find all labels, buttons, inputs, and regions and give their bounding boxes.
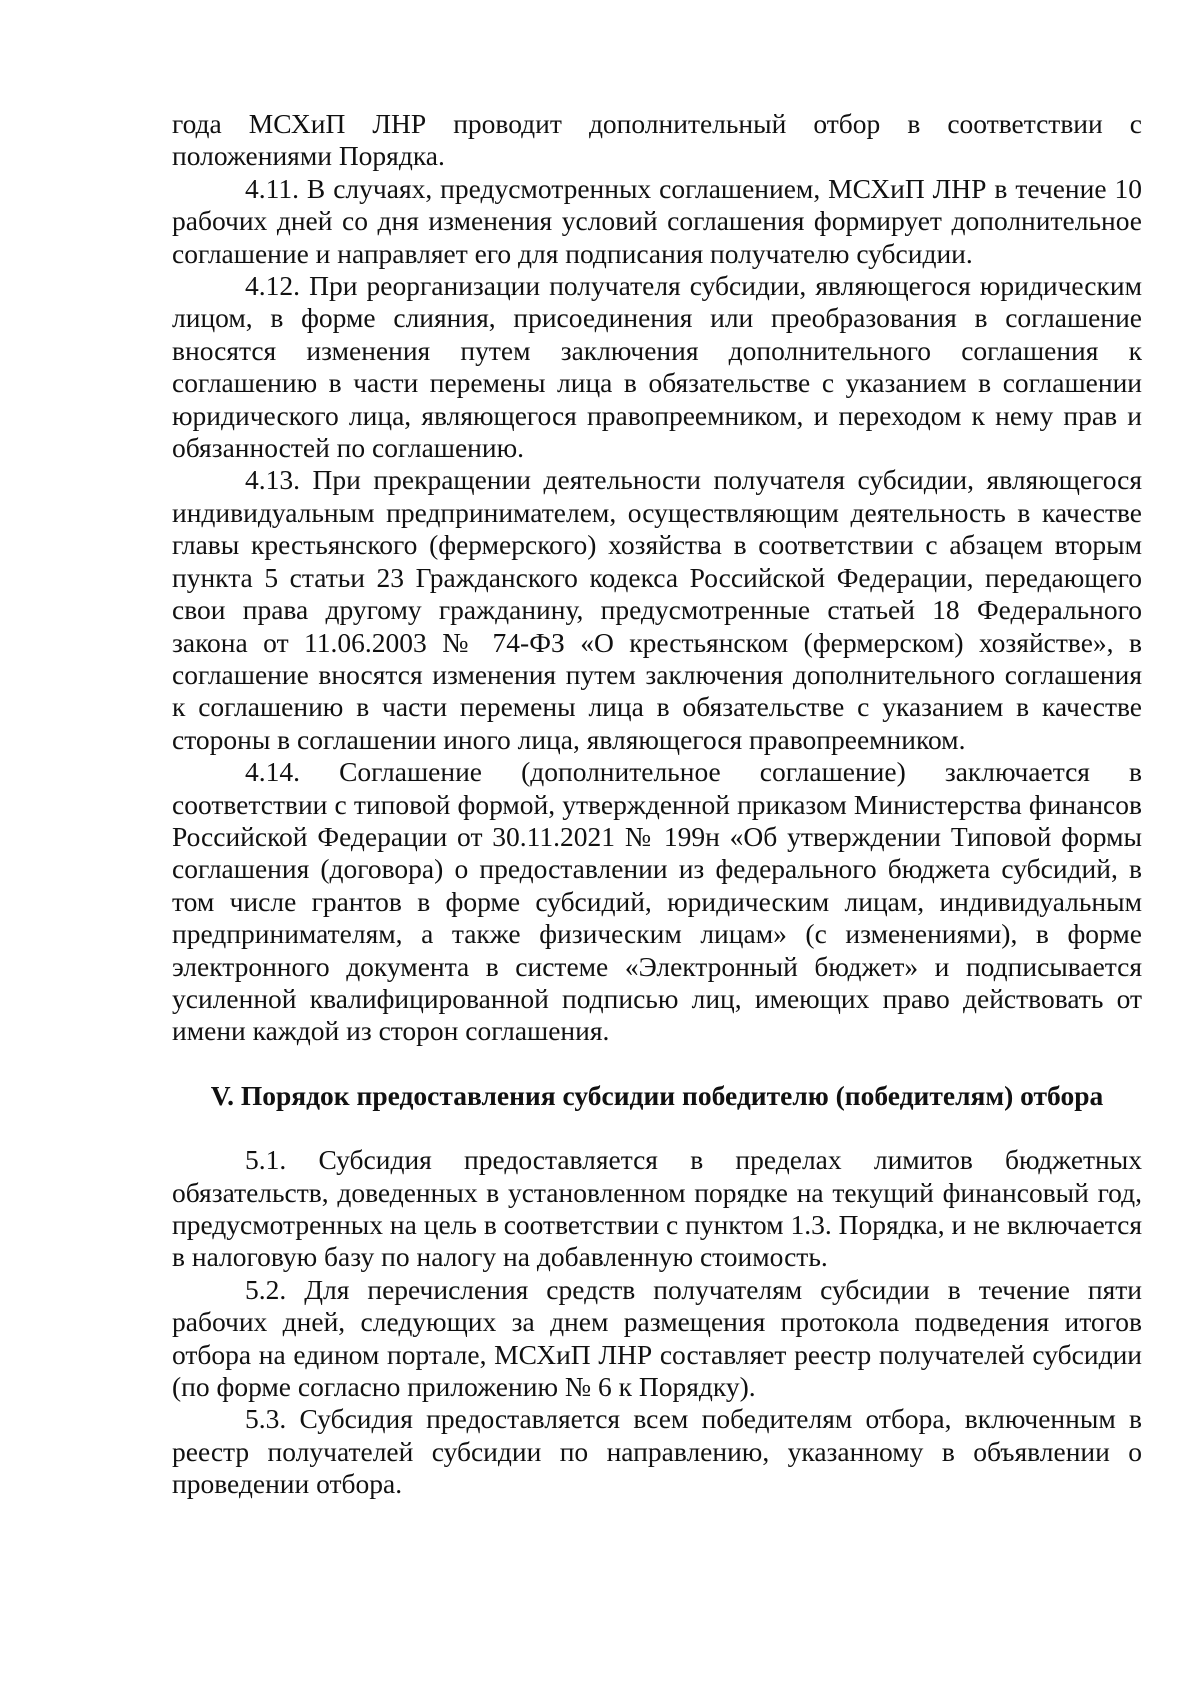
spacer xyxy=(172,1048,1142,1080)
paragraph-4-13: 4.13. При прекращении деятельности получателя субсидии, являющегося индивидуальным предпринимателем, осуществляющим деятельность в качестве главы крестьянского (фермерского) хозяйства в соответствии с абзацем вторым пункта 5 статьи 23 Гражданского кодекса Российской Федерации, передающего свои права другому гражданину, предусмотренные статьей 18 Федерального закона от 11.06.2003 № 74-ФЗ «О крестьянском (фермерском) хозяйстве», в соглашение вносятся изменения путем заключения дополнительного соглашения к соглашению в части перемены лица в обязательстве с указанием в качестве стороны в соглашении иного лица, являющегося правопреемником. xyxy=(172,464,1142,755)
paragraph-4-11: 4.11. В случаях, предусмотренных соглашением, МСХиП ЛНР в течение 10 рабочих дней со дня изменения условий соглашения формирует дополнительное соглашение и направляет его для подписания получателю субсидии. xyxy=(172,172,1142,269)
paragraph-continuation: года МСХиП ЛНР проводит дополнительный отбор в соответствии с положениями Порядка. xyxy=(172,108,1142,172)
paragraph-5-3: 5.3. Субсидия предоставляется всем победителям отбора, включенным в реестр получателей субсидии по направлению, указанному в объявлении о проведении отбора. xyxy=(172,1403,1142,1500)
paragraph-5-2: 5.2. Для перечисления средств получателям субсидии в течение пяти рабочих дней, следующих за днем размещения протокола подведения итогов отбора на едином портале, МСХиП ЛНР составляет реестр получателей субсидии (по форме согласно приложению № 6 к Порядку). xyxy=(172,1273,1142,1403)
document-page xyxy=(172,108,1142,1501)
paragraph-4-14: 4.14. Соглашение (дополнительное соглашение) заключается в соответствии с типовой формой, утвержденной приказом Министерства финансов Российской Федерации от 30.11.2021 № 199н «Об утверждении Типовой формы соглашения (договора) о предоставлении из федерального бюджета субсидий, в том числе грантов в форме субсидий, юридическим лицам, индивидуальным предпринимателям, а также физическим лицам» (с изменениями), в форме электронного документа в системе «Электронный бюджет» и подписывается усиленной квалифицированной подписью лиц, имеющих право действовать от имени каждой из сторон соглашения. xyxy=(172,756,1142,1047)
paragraph-5-1: 5.1. Субсидия предоставляется в пределах лимитов бюджетных обязательств, доведенных в установленном порядке на текущий финансовый год, предусмотренных на цель в соответствии с пунктом 1.3. Порядка, и не включается в налоговую базу по налогу на добавленную стоимость. xyxy=(172,1144,1142,1273)
spacer xyxy=(172,1112,1142,1144)
section-heading: V. Порядок предоставления субсидии победителю (победителям) отбора xyxy=(210,1079,1104,1111)
paragraph-4-12: 4.12. При реорганизации получателя субсидии, являющегося юридическим лицом, в форме слияния, присоединения или преобразования в соглашение вносятся изменения путем заключения дополнительного соглашения к соглашению в части перемены лица в обязательстве с указанием в соглашении юридического лица, являющегося правопреемником, и переходом к нему прав и обязанностей по соглашению. xyxy=(172,270,1142,464)
